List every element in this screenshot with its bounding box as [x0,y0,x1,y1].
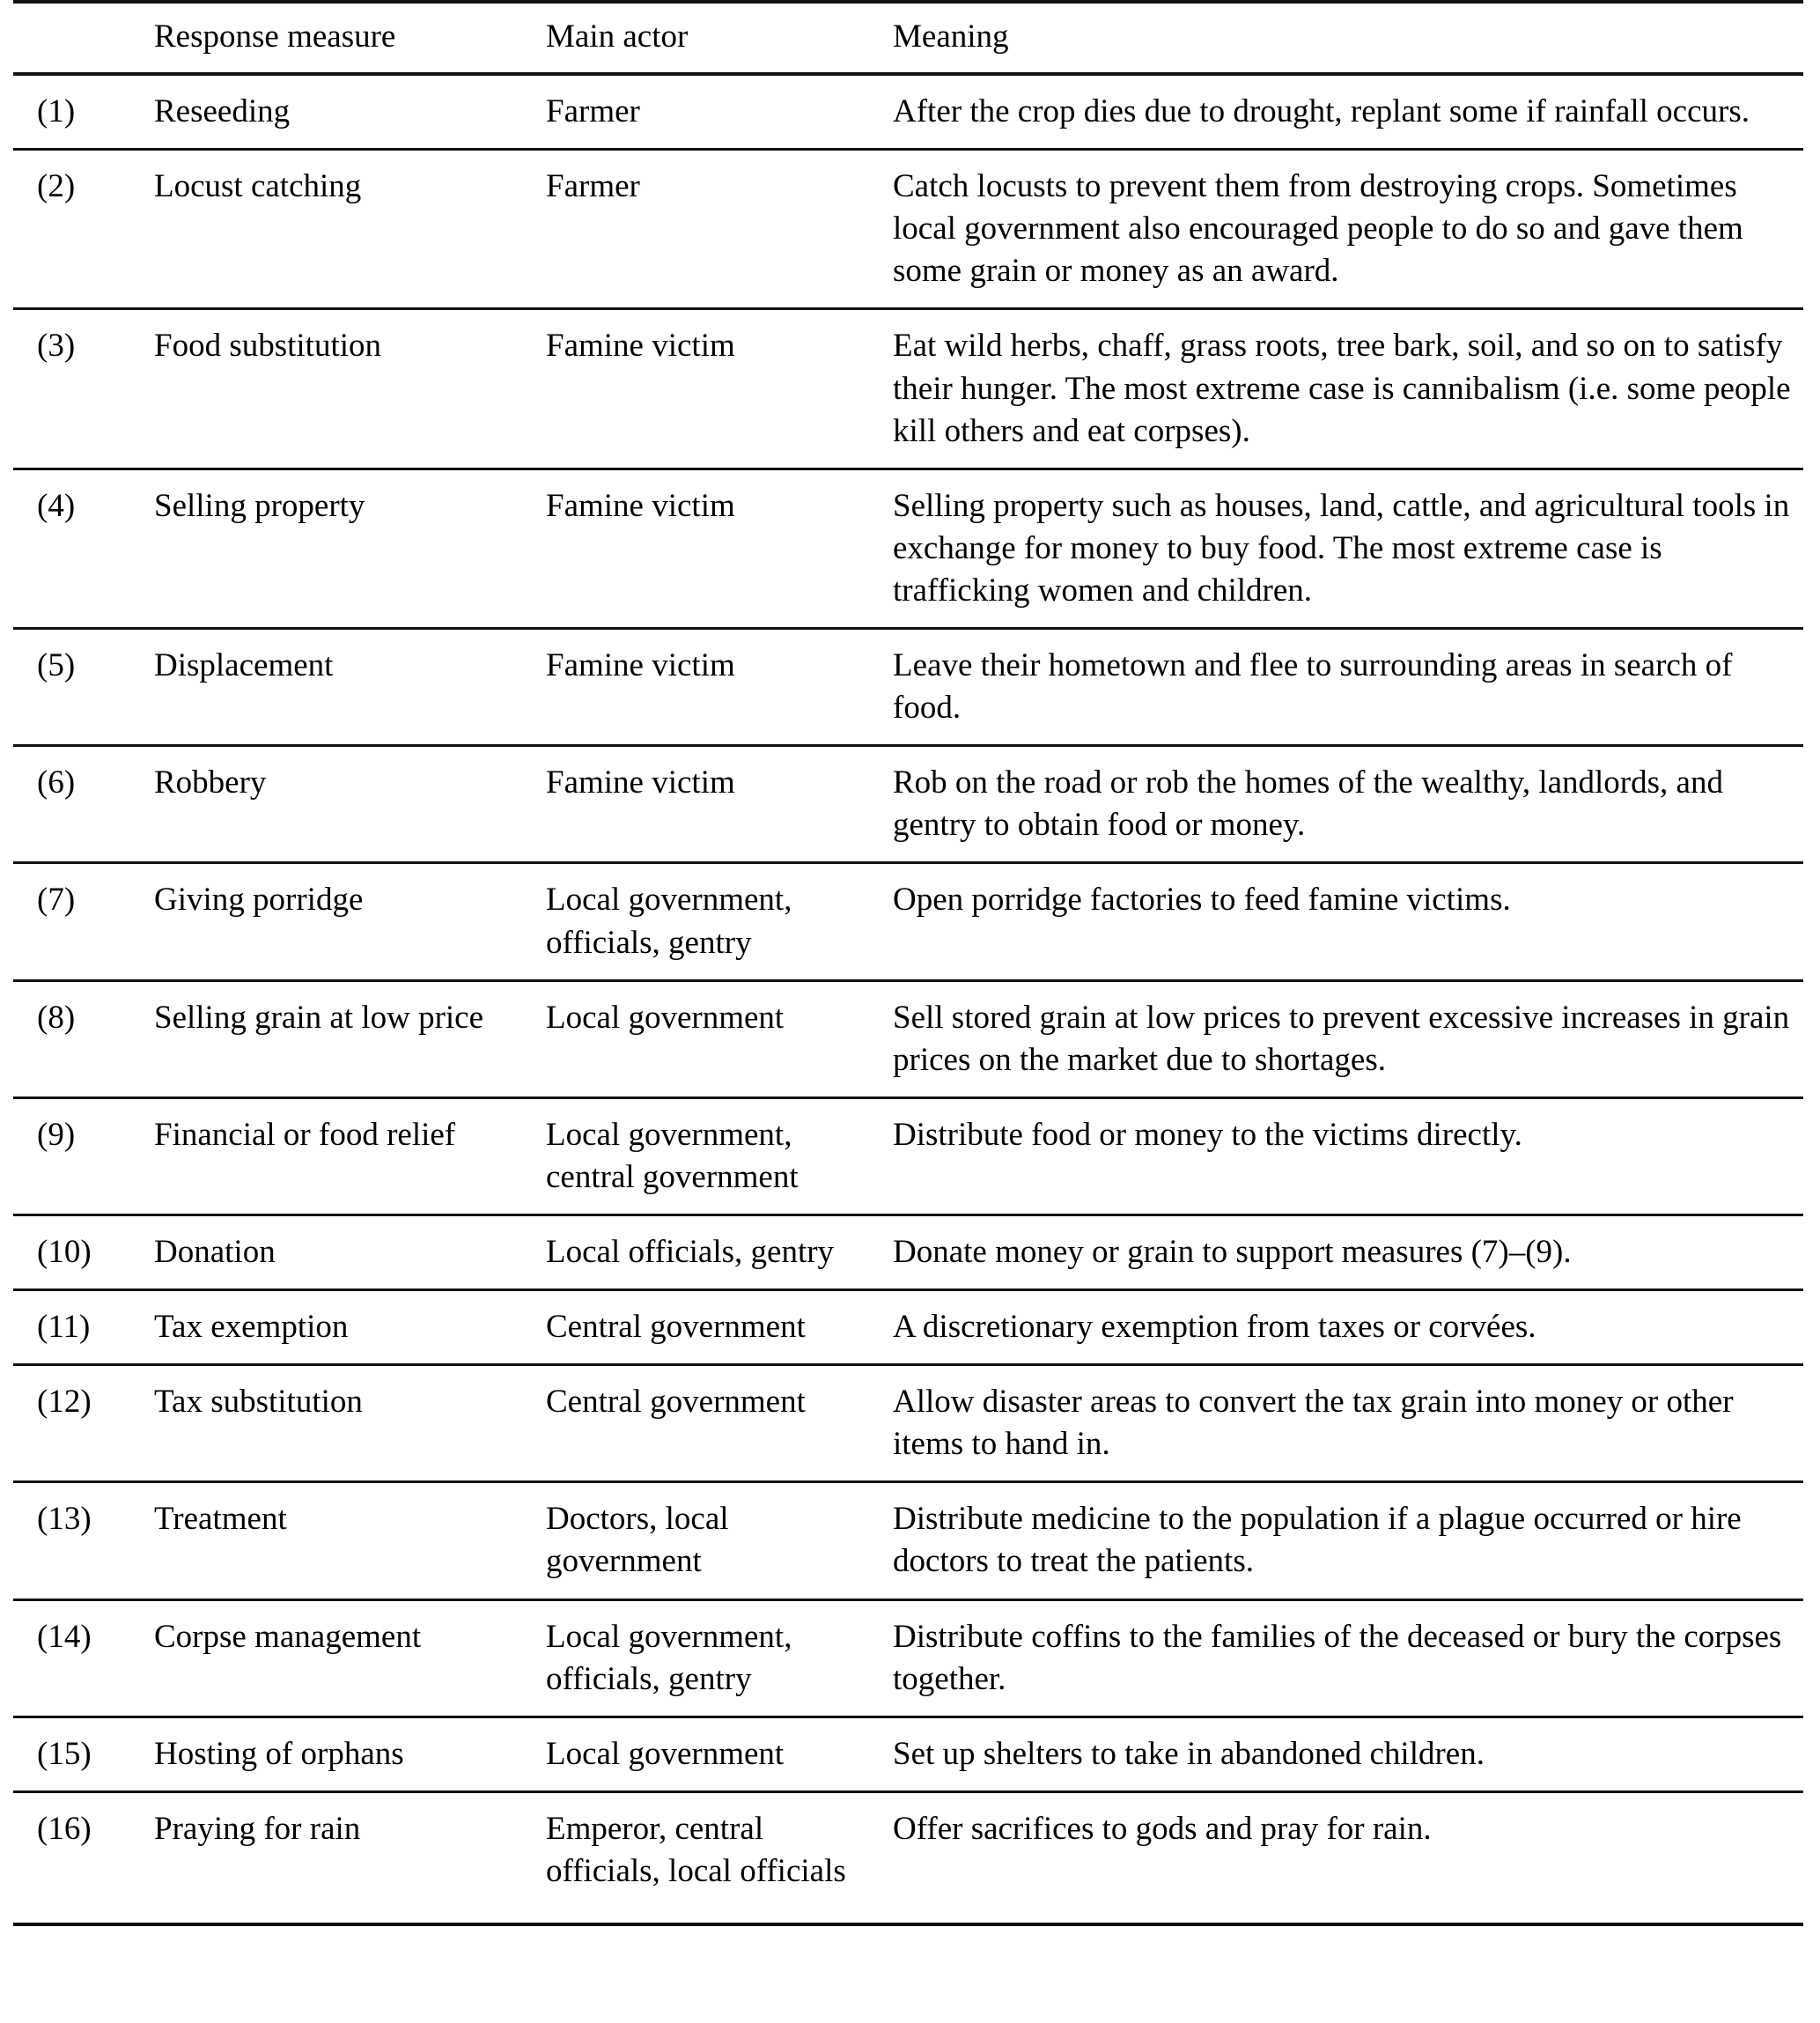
main-actor-cell: Local government, central government [539,1097,881,1215]
row-index-cell: (4) [13,469,145,628]
response-measure-cell: Selling grain at low price [145,980,539,1097]
main-actor-cell: Central government [539,1290,881,1365]
table-row [13,1482,1803,1599]
response-measure-cell: Tax exemption [145,1290,539,1365]
table-row [13,1290,1803,1365]
response-measures-table [13,0,1803,1926]
response-measure-cell: Selling property [145,469,539,628]
column-header-meaning: Meaning [881,2,1803,74]
meaning-cell: Open porridge factories to feed famine victims. [881,863,1803,980]
main-actor-cell: Farmer [539,74,881,150]
response-measure-cell: Treatment [145,1482,539,1599]
table-header-row [13,2,1803,74]
column-header-main-actor: Main actor [539,2,881,74]
response-measure-cell: Food substitution [145,309,539,469]
response-measure-cell: Giving porridge [145,863,539,980]
meaning-cell: Distribute medicine to the population if a plague occurred or hire doctors to treat the patients. [881,1482,1803,1599]
column-header-response-measure: Response measure [145,2,539,74]
main-actor-cell: Famine victim [539,309,881,469]
row-index-cell: (16) [13,1791,145,1924]
table-row [13,746,1803,863]
row-index-cell: (12) [13,1365,145,1482]
table-row [13,1215,1803,1289]
row-index-cell: (9) [13,1097,145,1215]
meaning-cell: Rob on the road or rob the homes of the wealthy, landlords, and gentry to obtain food or money. [881,746,1803,863]
table-row [13,1717,1803,1791]
main-actor-cell: Doctors, local government [539,1482,881,1599]
meaning-cell: Distribute coffins to the families of the deceased or bury the corpses together. [881,1599,1803,1717]
row-index-cell: (11) [13,1290,145,1365]
table-row [13,74,1803,150]
response-measure-cell: Reseeding [145,74,539,150]
table-row [13,1791,1803,1924]
meaning-cell: Eat wild herbs, chaff, grass roots, tree bark, soil, and so on to satisfy their hunger. The most extreme case is cannibalism (i.e. some people kill others and eat corpses). [881,309,1803,469]
main-actor-cell: Local officials, gentry [539,1215,881,1289]
meaning-cell: Leave their hometown and flee to surrounding areas in search of food. [881,629,1803,746]
meaning-cell: Distribute food or money to the victims directly. [881,1097,1803,1215]
row-index-cell: (3) [13,309,145,469]
main-actor-cell: Local government, officials, gentry [539,1599,881,1717]
main-actor-cell: Central government [539,1365,881,1482]
main-actor-cell: Local government [539,980,881,1097]
response-measure-cell: Hosting of orphans [145,1717,539,1791]
response-measure-cell: Donation [145,1215,539,1289]
response-measure-cell: Tax substitution [145,1365,539,1482]
meaning-cell: Offer sacrifices to gods and pray for rain. [881,1791,1803,1924]
main-actor-cell: Famine victim [539,746,881,863]
response-measure-cell: Praying for rain [145,1791,539,1924]
table-row [13,1097,1803,1215]
row-index-cell: (10) [13,1215,145,1289]
response-measure-cell: Financial or food relief [145,1097,539,1215]
main-actor-cell: Farmer [539,150,881,309]
meaning-cell: A discretionary exemption from taxes or corvées. [881,1290,1803,1365]
table-row [13,629,1803,746]
table-row [13,863,1803,980]
column-header-index [13,2,145,74]
response-measure-cell: Locust catching [145,150,539,309]
main-actor-cell: Local government [539,1717,881,1791]
main-actor-cell: Famine victim [539,629,881,746]
table-row [13,469,1803,628]
response-measure-cell: Corpse management [145,1599,539,1717]
meaning-cell: Allow disaster areas to convert the tax grain into money or other items to hand in. [881,1365,1803,1482]
row-index-cell: (13) [13,1482,145,1599]
row-index-cell: (15) [13,1717,145,1791]
row-index-cell: (8) [13,980,145,1097]
meaning-cell: Selling property such as houses, land, cattle, and agricultural tools in exchange for money to buy food. The most extreme case is trafficking women and children. [881,469,1803,628]
response-measure-cell: Displacement [145,629,539,746]
row-index-cell: (2) [13,150,145,309]
main-actor-cell: Local government, officials, gentry [539,863,881,980]
meaning-cell: After the crop dies due to drought, replant some if rainfall occurs. [881,74,1803,150]
row-index-cell: (7) [13,863,145,980]
table-row [13,980,1803,1097]
meaning-cell: Donate money or grain to support measures (7)–(9). [881,1215,1803,1289]
table-body [13,74,1803,1924]
row-index-cell: (14) [13,1599,145,1717]
table-row [13,1365,1803,1482]
row-index-cell: (1) [13,74,145,150]
main-actor-cell: Emperor, central officials, local officials [539,1791,881,1924]
meaning-cell: Sell stored grain at low prices to prevent excessive increases in grain prices on the market due to shortages. [881,980,1803,1097]
table-row [13,150,1803,309]
response-measure-cell: Robbery [145,746,539,863]
row-index-cell: (6) [13,746,145,863]
row-index-cell: (5) [13,629,145,746]
table-header [13,2,1803,74]
main-actor-cell: Famine victim [539,469,881,628]
meaning-cell: Set up shelters to take in abandoned children. [881,1717,1803,1791]
meaning-cell: Catch locusts to prevent them from destroying crops. Sometimes local government also encouraged people to do so and gave them some grain or money as an award. [881,150,1803,309]
table-row [13,309,1803,469]
table-row [13,1599,1803,1717]
